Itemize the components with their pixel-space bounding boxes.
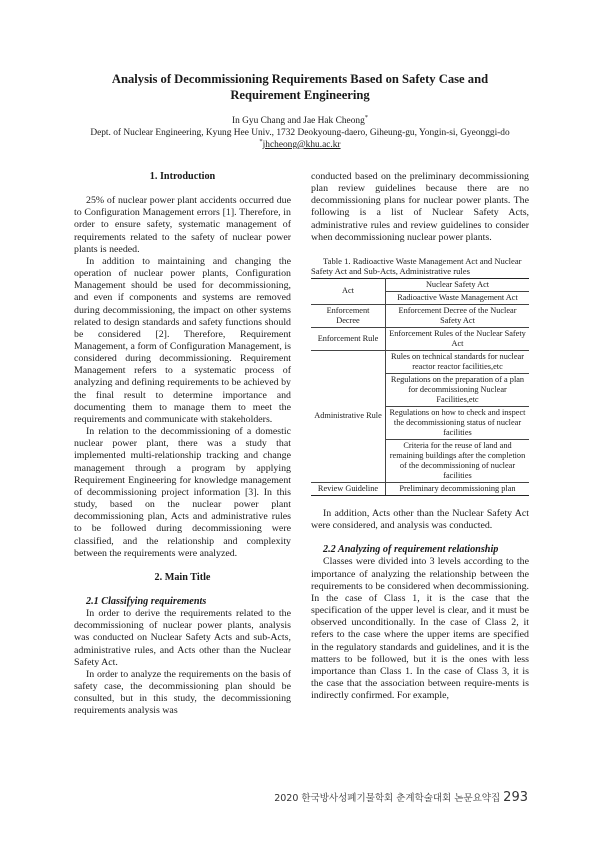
paragraph-5: In order to analyze the requirements on the basis of safety case, the decommissioning plan should be consulted, but in this study, the decommissioning requirements analysis was — [74, 668, 291, 717]
subsection-heading-2-2: 2.2 Analyzing of requirement relationship — [323, 544, 499, 556]
table-caption: Table 1. Radioactive Waste Management Act and Nuclear Safety Act and Sub-Acts, Administrative rules — [311, 255, 522, 277]
email-mark: * — [259, 137, 263, 145]
table-cell-act-a: Nuclear Safety Act — [386, 278, 530, 291]
authors-mark: * — [364, 113, 369, 121]
paragraph-4: In order to derive the requirements related to the decommissioning of nuclear power plants, analysis was conducted on Nuclear Safety Acts and sub-Acts, administrative rules, and Acts other than the Nuclear Safety Act. — [74, 608, 291, 668]
paragraph-1: 25% of nuclear power plant accidents occurred due to Configuration Management errors [1]. Therefore, in order to ensure safety, systematic management of requirements related to the safety of nuclear power plants is needed. — [74, 195, 291, 255]
page-number: 293 — [503, 790, 528, 805]
authors-text: In Gyu Chang and Jae Hak Cheong — [231, 116, 365, 126]
paragraph-6: conducted based on the preliminary decommissioning plan review guidelines because there are no decommissioning plans for nuclear power plants. The following is a list of Nuclear Safety Acts, administrative rules and review guidelines to consider when decommissioning nuclear power plants. — [311, 171, 529, 243]
table-cell-review: Review Guideline — [311, 482, 386, 495]
table-cell-decree: Enforcement Decree — [311, 304, 386, 327]
email-link[interactable]: jhcheong@khu.ac.kr — [262, 140, 341, 150]
paragraph-3: In relation to the decommissioning of a domestic nuclear power plant, there was a study that implemented multi-relationship tracking and change management through a program by applying Requirement Engineering for knowledge management of decommissioning project information [3]. In this study, based on the nuclear power plant decommissioning plan, Acts and administrative rules to be followed during decommissioning were classified, and the relationship and complexity between the requirements were analyzed. — [74, 426, 291, 559]
table-cell-admin-3: Regulations on how to check and inspect the decommissioning status of nuclear facilities — [386, 406, 530, 439]
affiliation: Dept. of Nuclear Engineering, Kyung Hee Univ., 1732 Deokyoung-daero, Giheung-gu, Yongin-si, Gyeonggi-do — [90, 128, 510, 138]
table-cell-rule: Enforcement Rule — [311, 327, 386, 350]
section-heading-introduction: 1. Introduction — [149, 171, 216, 182]
requirements-table — [311, 278, 529, 496]
paragraph-2: In addition to maintaining and changing the operation of nuclear power plants, Configuration Management should be used for decommissioning, and even if components and systems are removed during decommissioning, the impact on other systems related to design standards and safety functions should be considered [2]. Therefore, Requirement Management, a form of Configuration Management, is considered during decommissioning. Requirement Management refers to a systematic process of analyzing and defining requirements to be achieved by the final result to determine importance and documenting them to manage them to meet the requirements and communicate with stakeholders. — [74, 255, 291, 425]
paragraph-7: In addition, Acts other than the Nuclear Safety Act were considered, and analysis was conducted. — [311, 507, 529, 532]
table-cell-rule-value: Enforcement Rules of the Nuclear Safety Act — [386, 327, 530, 350]
table-cell-act: Act — [311, 278, 386, 304]
table-cell-review-value: Preliminary decommissioning plan — [386, 482, 530, 495]
authors — [0, 115, 600, 127]
page-footer — [274, 790, 528, 805]
title-line-1: Analysis of Decommissioning Requirements Based on Safety Case and — [111, 72, 489, 86]
table-cell-admin: Administrative Rule — [311, 350, 386, 482]
title-line-2: Requirement Engineering — [230, 88, 370, 102]
table-cell-admin-1: Rules on technical standards for nuclear reactor reactor facilities,etc — [386, 350, 530, 373]
table-cell-decree-value: Enforcement Decree of the Nuclear Safety Act — [386, 304, 530, 327]
table-cell-admin-2: Regulations on the preparation of a plan for decommissioning Nuclear Facilities,etc — [386, 373, 530, 406]
subsection-heading-2-1: 2.1 Classifying requirements — [86, 595, 207, 607]
footer-text: 2020 한국방사성폐기물학회 춘계학술대회 논문요약집 — [274, 793, 501, 804]
paragraph-8: Classes were divided into 3 levels according to the importance of analyzing the relationship between the requirements to be considered when decommissioning. In the case of Class 1, it is the case that the specification of the upper level is clear, and it must be observed unconditionally. In the case of Class 2, it refers to the case where the upper items are specified in the regulatory standards and guidelines, and it is the matters to be followed, but it is the ones with less importance than Class 1. In the case of Class 3, it is the case that the association between require-ments is indirectly confirmed. For example, — [311, 556, 529, 702]
right-column — [311, 171, 529, 702]
email-line — [0, 139, 600, 151]
paper-title — [70, 71, 530, 103]
table-cell-admin-4: Criteria for the reuse of land and remaining buildings after the completion of the decommissioning of nuclear facilities — [386, 439, 530, 482]
table-cell-act-b: Radioactive Waste Management Act — [386, 291, 530, 304]
section-heading-main: 2. Main Title — [154, 571, 211, 583]
left-column — [74, 171, 291, 718]
